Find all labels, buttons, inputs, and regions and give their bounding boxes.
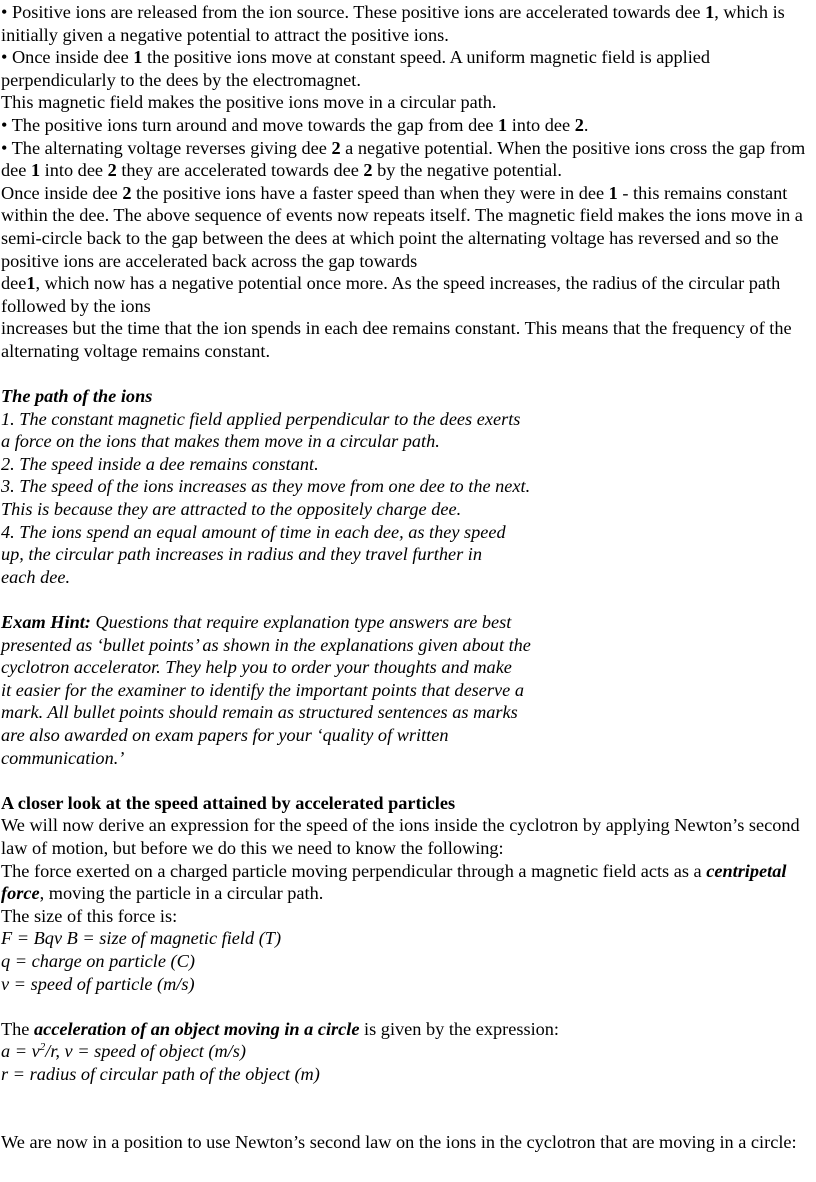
equation-line: F = Bqv B = size of magnetic field (T)	[1, 928, 282, 949]
circular-path-line: This magnetic field makes the positive ions move in a circular path.	[1, 92, 497, 113]
path-line: 1. The constant magnetic field applied perpendicular to the dees exerts	[1, 408, 521, 429]
path-line: each dee.	[1, 566, 71, 587]
exam-hint-line: cyclotron accelerator. They help you to order your thoughts and make	[1, 657, 512, 678]
force-paragraph: The force exerted on a charged particle moving perpendicular through a magnetic field acts as a centripetal force, moving the particle in a circular path.	[1, 860, 787, 904]
exam-hint-line: presented as ‘bullet points’ as shown in the explanations given about the	[1, 634, 531, 655]
acceleration-paragraph: The acceleration of an object moving in a circle is given by the expression:	[1, 1018, 560, 1039]
exam-hint-line: communication.’	[1, 747, 125, 768]
spacer	[1, 1086, 811, 1131]
equation-line: v = speed of particle (m/s)	[1, 973, 195, 994]
path-line: 3. The speed of the ions increases as they move from one dee to the next.	[1, 476, 531, 497]
force-size-line: The size of this force is:	[1, 905, 178, 926]
exam-hint-first-line: Exam Hint: Questions that require explanation type answers are best	[1, 612, 512, 633]
path-line: This is because they are attracted to the oppositely charge dee.	[1, 499, 462, 520]
path-line: a force on the ions that makes them move in a circular path.	[1, 431, 440, 452]
bullet-ion-source: • Positive ions are released from the ion source. These positive ions are accelerated towards dee 1, which is initially given a negative potential to attract the positive ions.	[1, 2, 785, 45]
newton-line: We are now in a position to use Newton’s second law on the ions in the cyclotron that are moving in a circle:	[1, 1131, 797, 1152]
speed-intro: We will now derive an expression for the speed of the ions inside the cyclotron by applying Newton’s second law of motion, but before we do this we need to know the following:	[1, 815, 800, 858]
spacer	[1, 769, 811, 792]
exam-hint-label: Exam Hint:	[1, 612, 91, 633]
section-heading-path: The path of the ions	[1, 386, 153, 407]
bullet-constant-speed: • Once inside dee 1 the positive ions move at constant speed. A uniform magnetic field is applied perpendicularly to the dees by the electromagnet.	[1, 47, 711, 90]
exam-hint-line: are also awarded on exam papers for your ‘quality of written	[1, 725, 449, 745]
path-line: 4. The ions spend an equal amount of time in each dee, as they speed	[1, 521, 506, 542]
equation-line: q = charge on particle (C)	[1, 950, 195, 971]
section-heading-speed: A closer look at the speed attained by accelerated particles	[1, 792, 456, 813]
spacer	[1, 588, 811, 611]
spacer	[1, 363, 811, 386]
acceleration-equation: $a = v^2/r$, v = speed of object (m/s)	[1, 1041, 246, 1062]
paragraph-dee1: dee1, which now has a negative potential once more. As the speed increases, the radius of the circular path followed by the ions	[1, 273, 781, 316]
paragraph-faster-speed: Once inside dee 2 the positive ions have a faster speed than when they were in dee 1 - this remains constant within the dee. The above sequence of events now repeats itself. The magnetic field makes the ions move in a semi-circle back to the gap between the dees at which point the alternating voltage has reversed and so the positive ions are accelerated back across the gap towards	[1, 182, 803, 271]
exam-hint-line: it easier for the examiner to identify the important points that deserve a	[1, 679, 524, 700]
spacer	[1, 995, 811, 1018]
bullet-turn-around: • The positive ions turn around and move towards the gap from dee 1 into dee 2.	[1, 114, 589, 135]
path-line: up, the circular path increases in radius and they travel further in	[1, 544, 483, 565]
paragraph-frequency: increases but the time that the ion spends in each dee remains constant. This means that the frequency of the alternating voltage remains constant.	[1, 318, 792, 361]
radius-line: r = radius of circular path of the object (m)	[1, 1063, 320, 1084]
bullet-alternating-voltage: • The alternating voltage reverses giving dee 2 a negative potential. When the positive ions cross the gap from dee 1 into dee 2 they are accelerated towards dee 2 by the negative potential.	[1, 137, 806, 181]
exam-hint-line: mark. All bullet points should remain as structured sentences as marks	[1, 702, 518, 723]
path-line: 2. The speed inside a dee remains constant.	[1, 453, 319, 474]
